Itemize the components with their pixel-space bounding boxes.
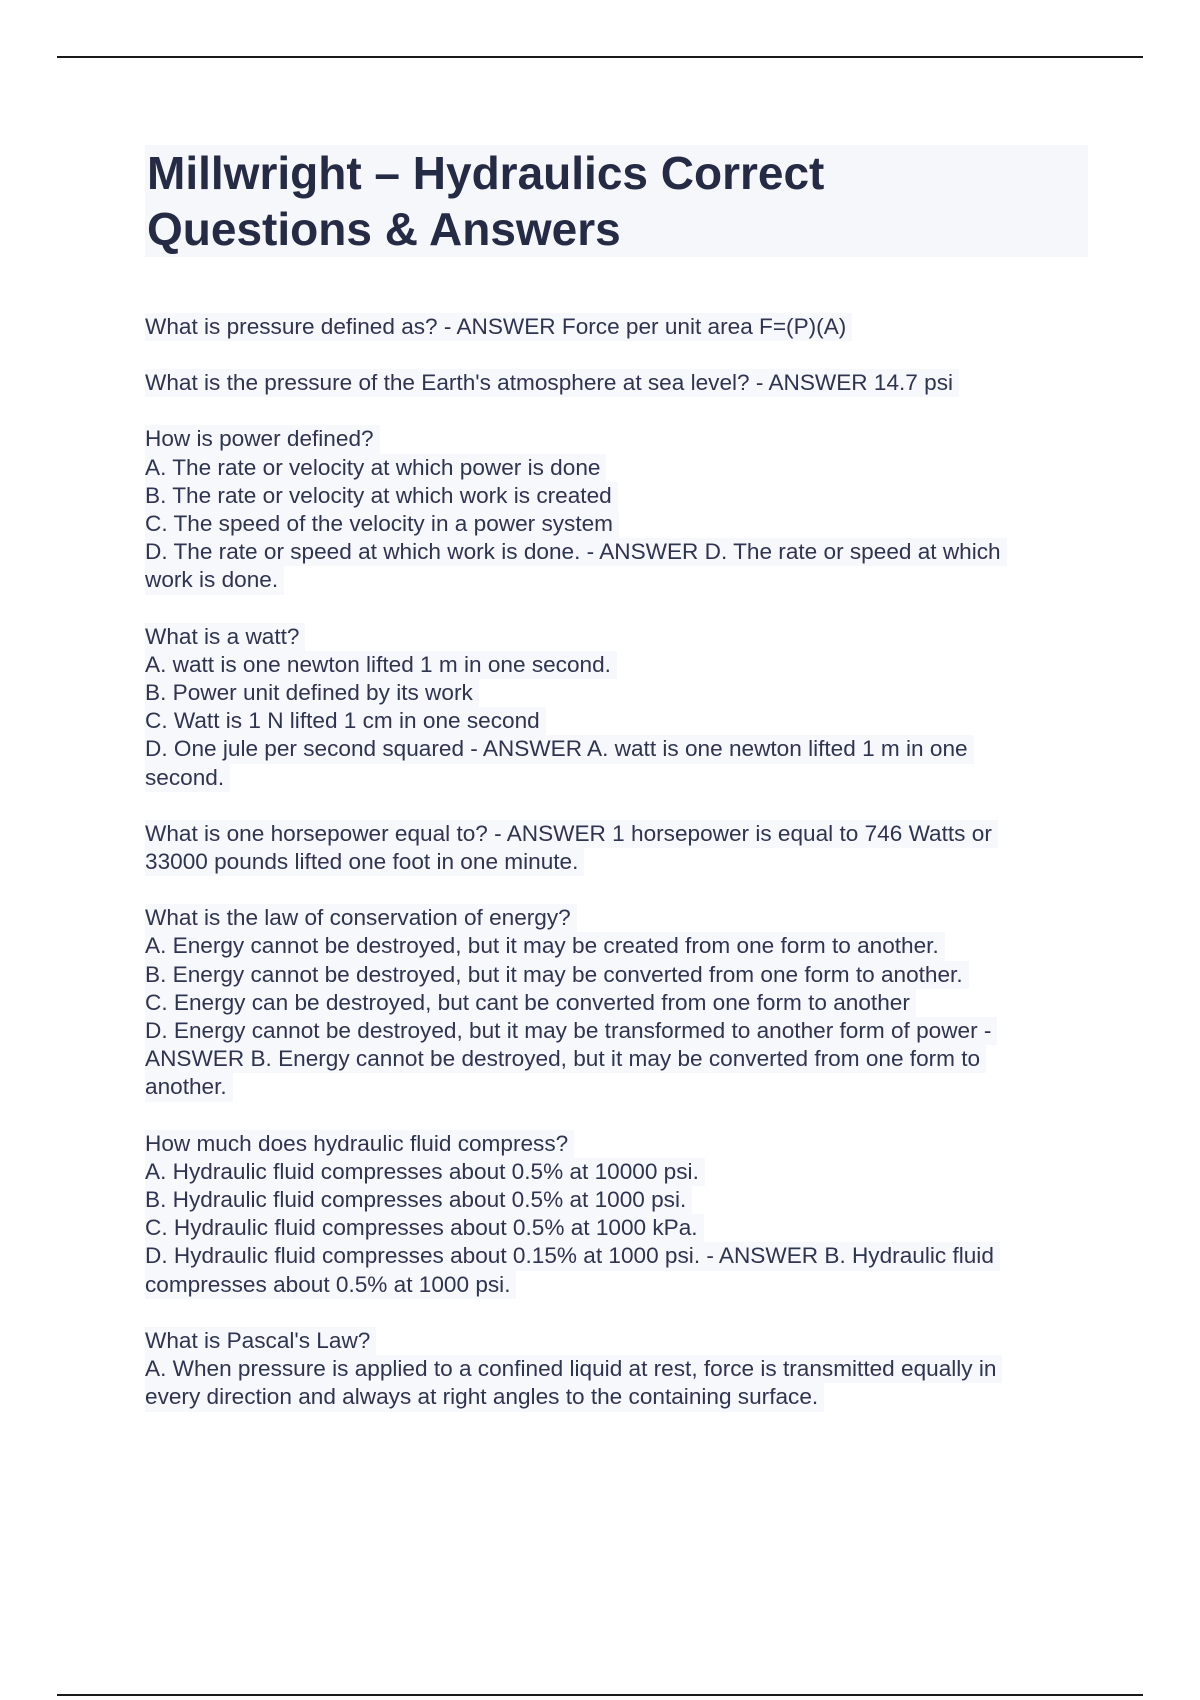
title-line-2: Questions & Answers bbox=[147, 203, 621, 255]
qa-line: 33000 pounds lifted one foot in one minute. bbox=[145, 848, 584, 876]
page-title bbox=[147, 145, 1088, 257]
qa-block bbox=[145, 820, 1090, 876]
qa-line: C. Watt is 1 N lifted 1 cm in one second bbox=[145, 707, 546, 735]
qa-line: D. Energy cannot be destroyed, but it may be transformed to another form of power - bbox=[145, 1017, 997, 1045]
qa-line: C. Energy can be destroyed, but cant be converted from one form to another bbox=[145, 989, 916, 1017]
qa-block bbox=[145, 904, 1090, 1101]
qa-block bbox=[145, 1130, 1090, 1299]
qa-block bbox=[145, 425, 1090, 594]
qa-line: B. Energy cannot be destroyed, but it may be converted from one form to another. bbox=[145, 961, 969, 989]
qa-line: second. bbox=[145, 764, 230, 792]
qa-line: What is a watt? bbox=[145, 623, 305, 651]
qa-line: B. Hydraulic fluid compresses about 0.5% at 1000 psi. bbox=[145, 1186, 692, 1214]
qa-line: C. Hydraulic fluid compresses about 0.5% at 1000 kPa. bbox=[145, 1214, 704, 1242]
qa-list bbox=[145, 313, 1090, 1412]
qa-block bbox=[145, 369, 1090, 397]
qa-line: ANSWER B. Energy cannot be destroyed, but it may be converted from one form to bbox=[145, 1045, 986, 1073]
qa-line: A. Energy cannot be destroyed, but it may be created from one form to another. bbox=[145, 932, 945, 960]
qa-line: B. Power unit defined by its work bbox=[145, 679, 479, 707]
qa-line: another. bbox=[145, 1073, 233, 1101]
qa-line: A. watt is one newton lifted 1 m in one second. bbox=[145, 651, 617, 679]
qa-line: work is done. bbox=[145, 566, 284, 594]
qa-block bbox=[145, 1327, 1090, 1412]
qa-line: C. The speed of the velocity in a power system bbox=[145, 510, 619, 538]
qa-line: What is one horsepower equal to? - ANSWER 1 horsepower is equal to 746 Watts or bbox=[145, 820, 998, 848]
qa-line: A. Hydraulic fluid compresses about 0.5% at 10000 psi. bbox=[145, 1158, 705, 1186]
title-line-1: Millwright – Hydraulics Correct bbox=[147, 147, 825, 199]
top-divider bbox=[57, 56, 1143, 58]
document-body bbox=[145, 145, 1090, 1440]
qa-line: What is Pascal's Law? bbox=[145, 1327, 376, 1355]
qa-line: What is pressure defined as? - ANSWER Force per unit area F=(P)(A) bbox=[145, 313, 852, 341]
qa-line: D. One jule per second squared - ANSWER A. watt is one newton lifted 1 m in one bbox=[145, 735, 974, 763]
qa-line: A. When pressure is applied to a confined liquid at rest, force is transmitted equally in bbox=[145, 1355, 1002, 1383]
qa-line: compresses about 0.5% at 1000 psi. bbox=[145, 1271, 516, 1299]
title-block bbox=[145, 145, 1088, 257]
qa-line: every direction and always at right angles to the containing surface. bbox=[145, 1383, 824, 1411]
qa-block bbox=[145, 313, 1090, 341]
qa-line: How is power defined? bbox=[145, 425, 380, 453]
qa-line: D. The rate or speed at which work is done. - ANSWER D. The rate or speed at which bbox=[145, 538, 1007, 566]
qa-block bbox=[145, 623, 1090, 792]
qa-line: How much does hydraulic fluid compress? bbox=[145, 1130, 574, 1158]
qa-line: What is the pressure of the Earth's atmosphere at sea level? - ANSWER 14.7 psi bbox=[145, 369, 959, 397]
qa-line: What is the law of conservation of energy? bbox=[145, 904, 577, 932]
qa-line: B. The rate or velocity at which work is created bbox=[145, 482, 618, 510]
qa-line: A. The rate or velocity at which power is done bbox=[145, 454, 606, 482]
qa-line: D. Hydraulic fluid compresses about 0.15% at 1000 psi. - ANSWER B. Hydraulic fluid bbox=[145, 1242, 1000, 1270]
bottom-divider bbox=[57, 1694, 1143, 1696]
